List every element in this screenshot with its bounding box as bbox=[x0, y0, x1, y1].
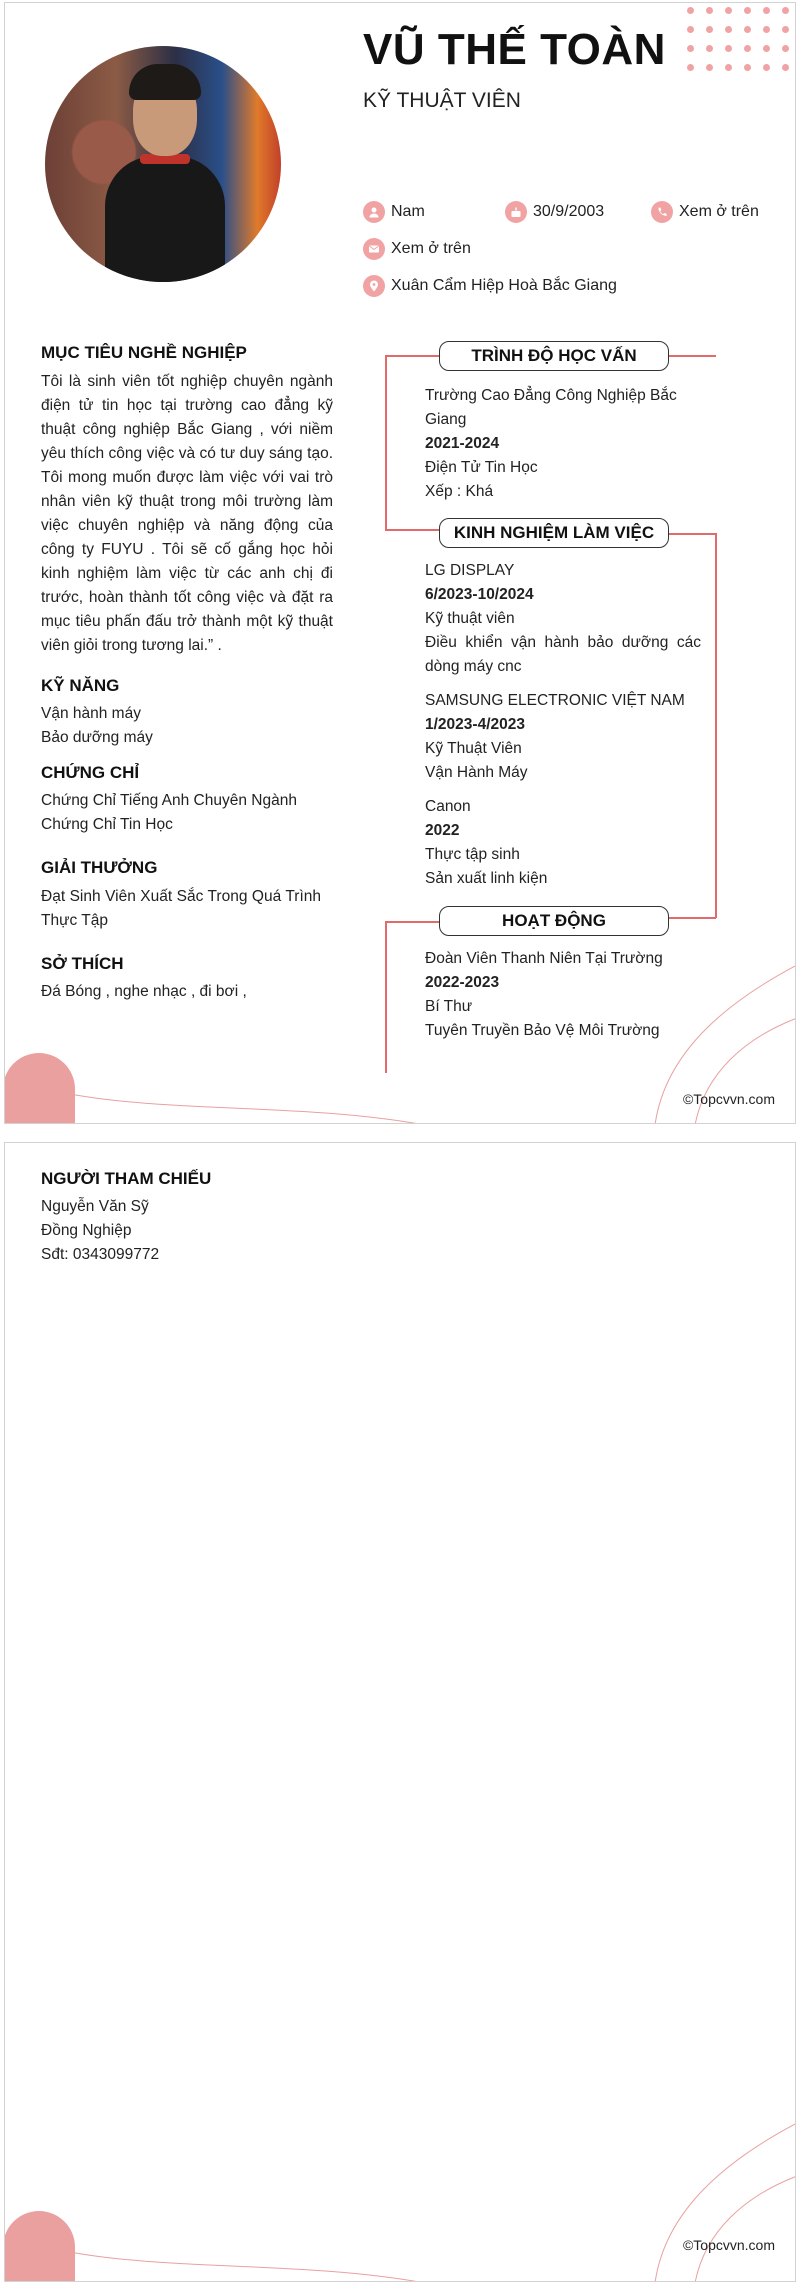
cv-page-1 bbox=[4, 2, 796, 1124]
decorative-dot bbox=[763, 7, 770, 14]
timeline-line bbox=[666, 533, 716, 535]
email-info bbox=[363, 238, 471, 260]
mail-icon bbox=[363, 238, 385, 260]
timeline-line bbox=[385, 529, 441, 531]
activity-desc: Tuyên Truyền Bảo Vệ Môi Trường bbox=[425, 1022, 660, 1039]
timeline-line bbox=[715, 533, 717, 918]
certificate-item: Chứng Chỉ Tin Học bbox=[41, 816, 173, 833]
job-role: Thực tập sinh bbox=[425, 846, 520, 863]
skills-heading: KỸ NĂNG bbox=[41, 676, 120, 695]
decorative-curves bbox=[5, 943, 796, 1124]
decorative-dot bbox=[763, 64, 770, 71]
job-role: Kỹ Thuật Viên bbox=[425, 740, 522, 757]
decorative-dot bbox=[782, 64, 789, 71]
decorative-dot bbox=[744, 45, 751, 52]
location-icon bbox=[363, 275, 385, 297]
timeline-line bbox=[666, 917, 716, 919]
decorative-dot bbox=[744, 26, 751, 33]
decorative-dot bbox=[725, 64, 732, 71]
job-desc: Điều khiển vận hành bảo dưỡng các dòng máy cnc bbox=[425, 634, 701, 675]
address-value: Xuân Cẩm Hiệp Hoà Bắc Giang bbox=[391, 277, 617, 294]
objective-text: Tôi là sinh viên tốt nghiệp chuyên ngành điện tử tin học tại trường cao đẳng kỹ thuật công nghiệp Bắc Giang , với niềm yêu thích công việc và có tư duy sáng tạo. Tôi mong muốn được làm việc với vai trò nhân viên kỹ thuật trong môi trường làm việc chuyên nghiệp và năng động của công ty FUYU . Tôi sẽ cố gắng học hỏi kinh nghiệm làm việc từ các anh chị đi trước, hoàn thành tốt công việc và đặt ra mục tiêu phấn đấu trở thành một kỹ thuật viên giỏi trong tương lai.” . bbox=[41, 373, 333, 654]
decorative-dot bbox=[744, 7, 751, 14]
decorative-curves bbox=[5, 2101, 796, 2282]
person-icon bbox=[363, 201, 385, 223]
job-company: LG DISPLAY bbox=[425, 562, 515, 579]
decorative-dot bbox=[763, 26, 770, 33]
skill-item: Vận hành máy bbox=[41, 705, 141, 722]
decorative-dot bbox=[687, 64, 694, 71]
cake-icon bbox=[505, 201, 527, 223]
activities-heading: HOẠT ĐỘNG bbox=[439, 906, 669, 936]
job-company: Canon bbox=[425, 798, 471, 815]
references-heading: NGƯỜI THAM CHIẾU bbox=[41, 1169, 212, 1188]
decorative-blob bbox=[4, 2211, 75, 2282]
decorative-dot bbox=[687, 45, 694, 52]
certificates-heading: CHỨNG CHỈ bbox=[41, 763, 140, 782]
job-desc: Sản xuất linh kiện bbox=[425, 870, 548, 887]
job-role: Kỹ thuật viên bbox=[425, 610, 515, 627]
decorative-dot bbox=[706, 26, 713, 33]
activity-org: Đoàn Viên Thanh Niên Tại Trường bbox=[425, 950, 663, 967]
education-school: Trường Cao Đẳng Công Nghiệp Bắc Giang bbox=[425, 387, 677, 428]
footer-brand: ©Topcvvn.com bbox=[682, 2237, 775, 2253]
job-desc: Vận Hành Máy bbox=[425, 764, 528, 781]
awards-text: Đạt Sinh Viên Xuất Sắc Trong Quá Trình Thực Tập bbox=[41, 888, 321, 929]
activity-role: Bí Thư bbox=[425, 998, 473, 1015]
phone-info bbox=[651, 201, 759, 223]
decorative-dot bbox=[706, 45, 713, 52]
decorative-dot bbox=[687, 26, 694, 33]
timeline-line bbox=[666, 355, 716, 357]
address-info bbox=[363, 275, 617, 297]
birthday-info bbox=[505, 201, 604, 223]
decorative-dot bbox=[687, 7, 694, 14]
decorative-dots bbox=[687, 3, 796, 103]
experience-heading: KINH NGHIỆM LÀM VIỆC bbox=[439, 518, 669, 548]
decorative-dot bbox=[725, 7, 732, 14]
job-title: KỸ THUẬT VIÊN bbox=[363, 89, 521, 112]
skill-item: Bảo dưỡng máy bbox=[41, 729, 153, 746]
education-period: 2021-2024 bbox=[425, 435, 500, 452]
awards-heading: GIẢI THƯỞNG bbox=[41, 858, 158, 877]
profile-photo bbox=[45, 46, 281, 282]
decorative-dot bbox=[763, 45, 770, 52]
decorative-dot bbox=[782, 7, 789, 14]
footer-brand: ©Topcvvn.com bbox=[682, 1091, 775, 1107]
hobbies-text: Đá Bóng , nghe nhạc , đi bơi , bbox=[41, 983, 247, 1000]
decorative-dot bbox=[725, 45, 732, 52]
decorative-blob bbox=[4, 1053, 75, 1124]
gender-value: Nam bbox=[391, 203, 425, 220]
candidate-name: VŨ THẾ TOÀN bbox=[363, 25, 666, 74]
phone-icon bbox=[651, 201, 673, 223]
activity-period: 2022-2023 bbox=[425, 974, 500, 991]
reference-phone: Sđt: 0343099772 bbox=[41, 1246, 160, 1263]
education-grade: Xếp : Khá bbox=[425, 483, 494, 500]
job-period: 1/2023-4/2023 bbox=[425, 716, 525, 733]
reference-company: Đồng Nghiệp bbox=[41, 1222, 132, 1239]
job-company: SAMSUNG ELECTRONIC VIỆT NAM bbox=[425, 692, 685, 709]
phone-value: Xem ở trên bbox=[679, 203, 759, 220]
gender-info bbox=[363, 201, 425, 223]
decorative-dot bbox=[706, 7, 713, 14]
decorative-dot bbox=[725, 26, 732, 33]
decorative-dot bbox=[706, 64, 713, 71]
timeline-line bbox=[385, 355, 387, 530]
birthday-value: 30/9/2003 bbox=[533, 203, 605, 220]
education-heading: TRÌNH ĐỘ HỌC VẤN bbox=[439, 341, 669, 371]
job-period: 2022 bbox=[425, 822, 460, 839]
job-period: 6/2023-10/2024 bbox=[425, 586, 534, 603]
decorative-dot bbox=[782, 26, 789, 33]
email-value: Xem ở trên bbox=[391, 240, 471, 257]
education-major: Điện Tử Tin Học bbox=[425, 459, 538, 476]
hobbies-heading: SỞ THÍCH bbox=[41, 954, 124, 973]
decorative-dot bbox=[782, 45, 789, 52]
decorative-dot bbox=[744, 64, 751, 71]
reference-name: Nguyễn Văn Sỹ bbox=[41, 1198, 149, 1215]
timeline-line bbox=[385, 921, 441, 923]
timeline-line bbox=[385, 355, 441, 357]
objective-heading: MỤC TIÊU NGHỀ NGHIỆP bbox=[41, 343, 247, 362]
cv-page-2 bbox=[4, 1142, 796, 2282]
certificate-item: Chứng Chỉ Tiếng Anh Chuyên Ngành bbox=[41, 792, 297, 809]
